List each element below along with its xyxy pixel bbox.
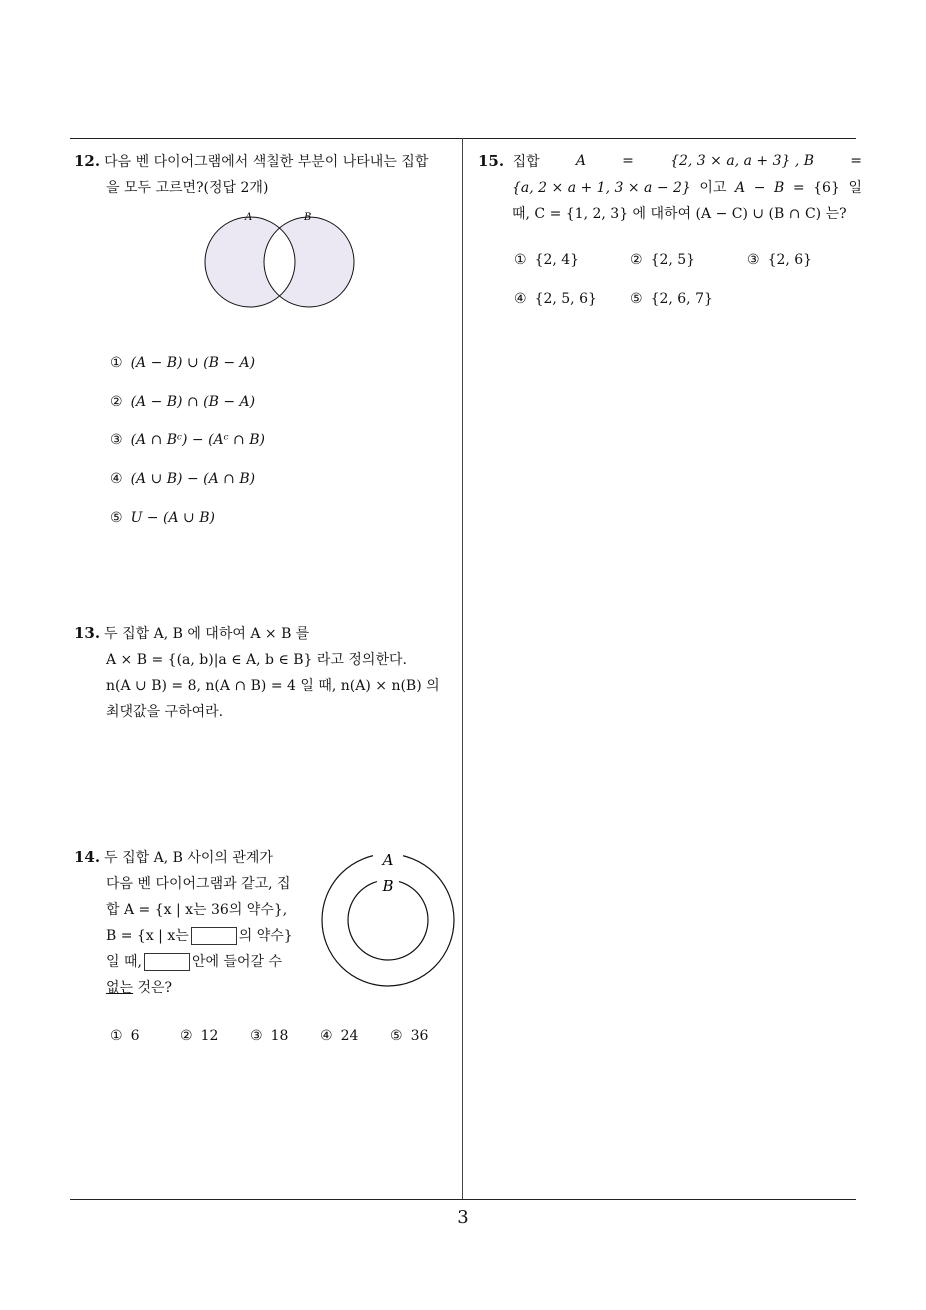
question-number: 12.: [74, 152, 101, 170]
choice-1[interactable]: [110, 1028, 139, 1044]
choice-mark: ②: [180, 1028, 193, 1044]
question-number: 14.: [74, 848, 101, 866]
column-divider: [462, 138, 463, 1200]
question-text: A: [735, 180, 746, 196]
choice-text: {2, 5, 6}: [534, 291, 597, 307]
question-text: 의 약수}: [238, 928, 293, 944]
choice-text: 12: [200, 1028, 219, 1044]
question-text: n(A ∪ B) = 8, n(A ∩ B) = 4 일 때, n(A) × n(B) 의: [106, 678, 440, 694]
set-a-label: A: [382, 851, 394, 869]
choice-4[interactable]: [110, 471, 255, 487]
question-13: [74, 620, 458, 725]
question-text: {a, 2 × a + 1, 3 × a − 2}: [512, 180, 691, 196]
question-number: 13.: [74, 624, 101, 642]
choice-text: (A − B) ∪ (B − A): [130, 355, 256, 371]
choice-mark: ④: [320, 1028, 333, 1044]
question-text: 때, C = {1, 2, 3} 에 대하여 (A − C) ∪ (B ∩ C) 는?: [512, 206, 847, 222]
choice-mark: ②: [630, 252, 643, 268]
choice-text: 36: [410, 1028, 429, 1044]
choice-text: U − (A ∪ B): [130, 510, 215, 526]
choice-mark: ②: [110, 394, 123, 410]
choice-4[interactable]: [320, 1028, 358, 1044]
choice-text: (A ∪ B) − (A ∩ B): [130, 471, 256, 487]
blank-box: [144, 953, 190, 971]
choice-mark: ①: [514, 252, 527, 268]
set-a-circle: [322, 854, 454, 986]
question-text: −: [753, 180, 766, 196]
choice-text: (A ∩ Bᶜ) − (Aᶜ ∩ B): [130, 432, 265, 448]
question-text: 이고: [699, 180, 727, 196]
question-text: 것은?: [133, 980, 173, 996]
choice-mark: ①: [110, 355, 123, 371]
choice-mark: ④: [514, 291, 527, 307]
choice-2[interactable]: [110, 394, 255, 410]
question-text: 을 모두 고르면?(정답 2개): [106, 180, 269, 196]
question-14: [74, 844, 314, 1001]
question-15: [478, 148, 862, 227]
choice-3[interactable]: [110, 432, 265, 448]
subset-diagram-14: [315, 848, 465, 993]
question-text: 일 때,: [106, 954, 142, 970]
choice-mark: ③: [250, 1028, 263, 1044]
choice-text: {2, 6}: [767, 252, 813, 268]
choice-5[interactable]: [630, 291, 713, 307]
choice-3[interactable]: [747, 252, 812, 268]
top-rule: [70, 138, 856, 139]
question-text: =: [622, 153, 634, 169]
choice-2[interactable]: [180, 1028, 218, 1044]
question-text: {6}: [813, 180, 840, 196]
question-text: 합 A = {x | x는 36의 약수},: [106, 902, 288, 918]
question-text: A: [575, 153, 586, 169]
choice-mark: ④: [110, 471, 123, 487]
question-text: A × B = {(a, b)|a ∈ A, b ∈ B} 라고 정의한다.: [106, 652, 407, 668]
question-text: 두 집합 A, B 에 대하여 A × B 를: [104, 626, 310, 642]
bottom-rule: [70, 1199, 856, 1200]
choice-text: 6: [130, 1028, 140, 1044]
choice-mark: ③: [110, 432, 123, 448]
set-b-label: B: [304, 212, 312, 223]
choice-5[interactable]: [390, 1028, 428, 1044]
question-text: =: [792, 180, 805, 196]
question-text: 일: [848, 180, 862, 196]
choice-5[interactable]: [110, 510, 215, 526]
question-text: B = {x | x는: [106, 928, 189, 944]
underlined-word: 없는: [106, 980, 134, 996]
choice-mark: ⑤: [110, 510, 123, 526]
question-number: 15.: [478, 152, 505, 170]
set-b-label: B: [382, 877, 394, 895]
question-text: {2, 3 × a, a + 3} , B: [670, 153, 815, 169]
set-a-label: A: [245, 212, 253, 223]
choice-text: {2, 4}: [534, 252, 580, 268]
question-text: 두 집합 A, B 사이의 관계가: [104, 850, 273, 866]
choice-mark: ①: [110, 1028, 123, 1044]
choice-text: 18: [270, 1028, 289, 1044]
choice-text: 24: [340, 1028, 359, 1044]
choice-2[interactable]: [630, 252, 695, 268]
choice-mark: ③: [747, 252, 760, 268]
choice-1[interactable]: [110, 355, 255, 371]
venn-diagram-12: [195, 205, 365, 315]
question-text: =: [850, 153, 862, 169]
choice-mark: ⑤: [390, 1028, 403, 1044]
page-number: 3: [457, 1207, 469, 1228]
choice-mark: ⑤: [630, 291, 643, 307]
question-text: 다음 벤 다이어그램에서 색칠한 부분이 나타내는 집합: [104, 154, 429, 170]
choice-1[interactable]: [514, 252, 579, 268]
question-text: 집합: [512, 154, 540, 170]
choice-text: {2, 6, 7}: [650, 291, 713, 307]
question-text: 최댓값을 구하여라.: [106, 704, 224, 720]
question-text: 안에 들어갈 수: [191, 954, 282, 970]
question-12: [74, 148, 458, 201]
question-text: B: [773, 180, 785, 196]
question-text: 다음 벤 다이어그램과 같고, 집: [106, 876, 291, 892]
blank-box: [191, 927, 237, 945]
choice-4[interactable]: [514, 291, 597, 307]
choice-text: {2, 5}: [650, 252, 696, 268]
choice-3[interactable]: [250, 1028, 288, 1044]
choice-text: (A − B) ∩ (B − A): [130, 394, 256, 410]
